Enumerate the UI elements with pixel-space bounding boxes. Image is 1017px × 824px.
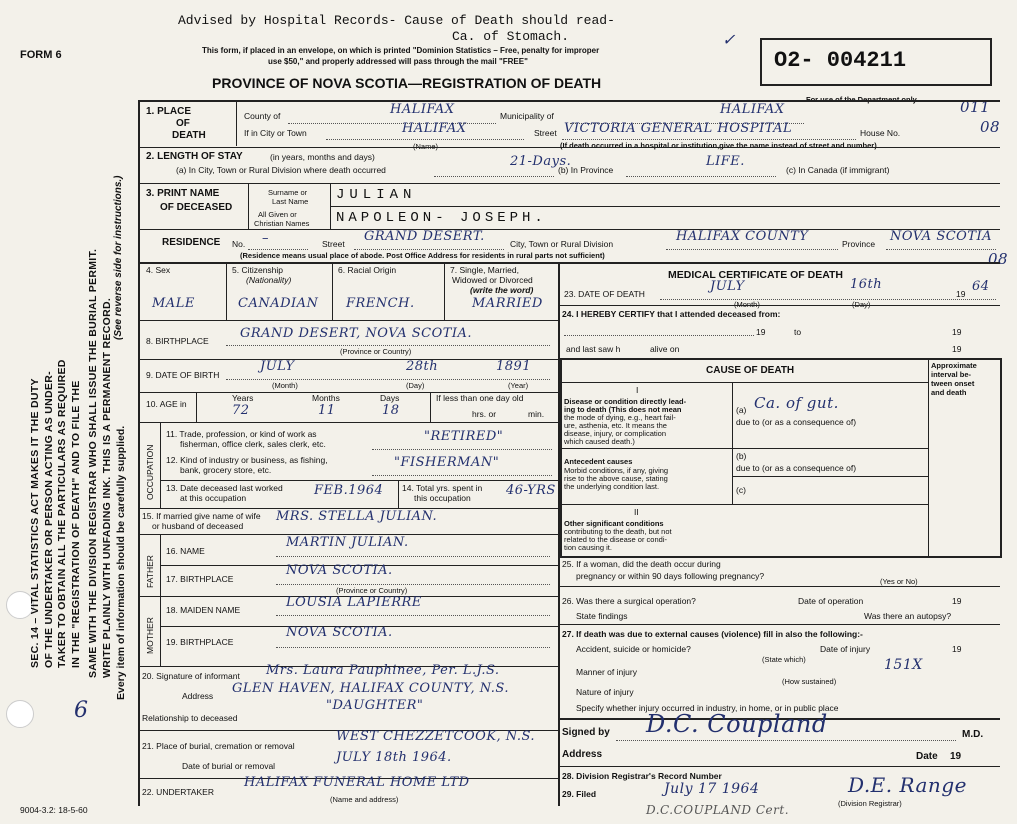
dob-month-value: JULY [260,359,295,374]
alive-on-label: alive on [650,344,680,354]
rule [326,139,524,140]
registrar-caption: (Division Registrar) [838,799,902,808]
signed-by-label: Signed by [562,727,610,738]
form-code: 9004-3.2: 18-5-60 [20,805,88,815]
age-months-label: Months [312,393,340,403]
occupation-12-label: bank, grocery store, etc. [180,465,272,475]
rule [354,249,504,250]
street-label: Street [534,128,557,138]
coupland-stamp: D.C.COUPLAND Cert. [646,803,790,817]
county-label: County of [244,111,281,121]
occupation-11-label: 11. Trade, profession, or kind of work as [166,429,317,439]
relationship-value: "DAUGHTER" [326,698,424,713]
specify-label: Specify whether injury occurred in industry, in home, or in public place [576,703,839,713]
day-caption: (Day) [406,381,425,390]
mother-birthplace-label: 19. BIRTHPLACE [166,637,234,647]
md-label: M.D. [962,729,984,740]
spouse-label: 15. If married give name of wife [142,511,261,521]
informant-address-value: GLEN HAVEN, HALIFAX COUNTY, N.S. [232,681,509,696]
rule [372,475,552,476]
stay-b-label: (b) In Province [558,165,614,175]
occupation-14-value: 46-YRS [506,483,556,498]
city-value: HALIFAX [402,121,467,136]
instruction-line: SEC. 14 – VITAL STATISTICS ACT MAKES IT THE DUTY [29,378,41,668]
residence-note: (Residence means usual place of abode. Post Office Address for residents in rural parts not sufficient) [240,251,605,260]
age-label: 10. AGE in [146,399,187,409]
occupation-12-value: "FISHERMAN" [394,455,500,470]
given-names-value: NAPOLEON- JOSEPH. [336,210,547,226]
cause-b-label: (b) [736,451,747,461]
citizenship-value: CANADIAN [238,296,319,311]
age-days-label: Days [380,393,400,403]
undertaker-caption: (Name and address) [330,795,399,804]
father-birthplace-value: NOVA SCOTIA. [286,563,393,578]
margin-mark: 6 [74,698,89,723]
undertaker-label: 22. UNDERTAKER [142,787,214,797]
rule [660,299,996,300]
divider [732,382,733,504]
marital-label: Widowed or Divorced [452,275,533,285]
given-names-label: Christian Names [254,219,310,228]
divider [226,262,227,320]
divider [430,392,431,422]
other-conditions-label: tion causing it. [564,543,612,552]
residence-division-value: HALIFAX COUNTY [676,229,809,244]
house-no-label: House No. [860,128,901,138]
disease-description: ing to death (This does not mean [564,405,682,414]
instruction-line: OF THE UNDERTAKER OR PERSON ACTING AS UNDER- [42,371,55,668]
relationship-label: Relationship to deceased [142,713,238,723]
century-label: 19 [952,344,962,354]
citizenship-label: (Nationality) [246,275,292,285]
divider [332,262,333,320]
to-label: to [794,327,802,337]
informant-signature-label: 20. Signature of informant [142,671,240,681]
father-name-value: MARTIN JULIAN. [286,535,409,550]
interval-label: interval be- [931,370,972,379]
occupation-side-label: OCCUPATION [145,444,155,500]
divider [138,147,1000,148]
mother-birthplace-value: NOVA SCOTIA. [286,625,393,640]
rule [886,249,996,250]
rule [276,615,550,616]
last-saw-label: and last saw h [566,344,621,354]
residence-no-label: No. [232,239,246,249]
other-conditions-label: related to the disease or condi- [564,535,667,544]
date-of-death-label: 23. DATE OF DEATH [564,289,645,299]
rule [562,139,856,140]
birthplace-caption: (Province or Country) [340,347,412,356]
rule [248,249,308,250]
death-month-value: JULY [710,279,745,294]
occupation-14-label: 14. Total yrs. spent in [402,483,483,493]
burial-date-value: JULY 18th 1964. [336,750,452,765]
surname-label: Last Name [272,197,309,206]
dob-year-value: 1891 [496,359,532,374]
envelope-note-2: use $50," and properly addressed will pass through the mail "FREE" [268,57,528,66]
month-caption: (Month) [272,381,298,390]
q26-label: 26. Was there a surgical operation? [562,596,696,606]
marital-label: (write the word) [470,285,534,295]
marital-value: MARRIED [472,296,543,311]
divider [160,480,558,481]
other-conditions-label: contributing to the death, but not [564,527,672,536]
q25-label: pregnancy or within 90 days following pregnancy? [576,571,765,581]
divider [560,448,928,449]
dob-day-value: 28th [406,359,439,374]
antecedent-label: rise to the above cause, stating [564,474,668,483]
disease-description: Disease or condition directly lead- [564,397,687,406]
registrar-signature: D.E. Range [848,773,967,797]
certify-label: 24. I HEREBY CERTIFY that I attended deceased from: [562,309,781,319]
stay-a-label: (a) In City, Town or Rural Division where death occurred [176,165,386,175]
birthplace-label: 8. BIRTHPLACE [146,336,209,346]
century-label: 19 [756,327,766,337]
rule [666,249,838,250]
sex-label: 4. Sex [146,265,171,275]
rule [626,176,776,177]
name-caption: (Name) [413,142,439,151]
interval-label: tween onset [931,379,975,388]
interval-label: Approximate [931,361,977,370]
length-of-stay-label: 2. LENGTH OF STAY [146,151,243,162]
instruction-line: SAME WITH THE DIVISION REGISTRAR WHO SHALL ISSUE THE BURIAL PERMIT. [87,248,99,678]
undertaker-value: HALIFAX FUNERAL HOME LTD [244,775,470,790]
vital-statistics-instructions [30,359,81,668]
manner-label: Manner of injury [576,667,637,677]
century-label: 19 [952,327,962,337]
cause-c-label: (c) [736,485,746,495]
antecedent-label: the underlying condition last. [564,482,660,491]
century-label: 19 [952,644,962,654]
state-which-caption: (State which) [762,655,806,664]
certificate-date-label: Date [916,751,938,762]
interval-label: and death [931,388,967,397]
age-years-label: Years [232,393,254,403]
mother-maiden-name-label: 18. MAIDEN NAME [166,605,241,615]
informant-address-label: Address [182,691,214,701]
part-one-label: I [636,385,639,395]
divider [558,624,1000,625]
month-caption: (Month) [734,300,760,309]
cause-of-death-title: CAUSE OF DEATH [706,365,795,376]
stay-b-value: LIFE. [706,154,745,169]
print-name-label: OF DECEASED [160,202,233,213]
hrs-label: hrs. or [472,409,497,419]
occupation-11-value: "RETIRED" [424,429,504,444]
state-findings-label: State findings [576,611,628,621]
divider [444,262,445,320]
manner-value: 151X [884,657,923,673]
record-number-label: 28. Division Registrar's Record Number [562,771,722,781]
age-days-value: 18 [382,403,400,418]
occupation-13-value: FEB.1964 [314,483,384,498]
rule [372,449,552,450]
disease-description: the mode of dying, e.g., heart fail- [564,413,676,422]
frame-left [138,100,140,806]
informant-signature-value: Mrs. Laura Pauphinee, Per. L.J.S. [266,663,500,678]
occupation-12-label: 12. Kind of industry or business, as fishing, [166,455,328,465]
occupation-14-label: this occupation [414,493,471,503]
surname-label: Surname or [268,188,308,197]
occupation-13-label: at this occupation [180,493,247,503]
nature-label: Nature of injury [576,687,634,697]
date-of-injury-label: Date of injury [820,644,871,654]
residence-province-value: NOVA SCOTIA [890,229,993,244]
frame-top [138,100,1000,102]
province-caption: (Province or Country) [336,586,408,595]
occupation-11-label: fisherman, office clerk, sales clerk, etc. [180,439,326,449]
mother-maiden-name-value: LOUSIA LAPIERRE [286,595,422,610]
hospital-note: (If death occurred in a hospital or institution,give the name instead of street and number) [560,141,877,150]
vital-statistics-instructions-2 [88,249,112,678]
rule [616,740,956,741]
rule [434,176,554,177]
sex-value: MALE [152,296,195,311]
due-to-label: due to (or as a consequence of) [736,417,857,427]
rule [276,584,550,585]
residence-no-value: – [262,231,269,246]
divider [732,476,928,477]
divider [160,422,161,508]
carefully-supplied-note: Every item of information should be carefully supplied. [115,425,127,700]
min-label: min. [528,409,545,419]
rule [564,335,754,336]
father-birthplace-label: 17. BIRTHPLACE [166,574,234,584]
yes-no-caption: (Yes or No) [880,577,918,586]
filed-date-value: July 17 1964 [664,781,760,797]
stay-a-value: 21-Days. [510,154,572,169]
father-name-label: 16. NAME [166,546,205,556]
divider [330,206,1000,207]
margin-code-1: 011 [960,98,991,116]
divider [138,183,1000,184]
other-conditions-label: Other significant conditions [564,519,664,528]
length-of-stay-sub: (in years, months and days) [270,152,375,162]
century-label: 19 [956,289,966,299]
form-title: PROVINCE OF NOVA SCOTIA—REGISTRATION OF DEATH [212,75,602,91]
department-use-label: For use of the Department only [806,95,917,104]
spouse-label: or husband of deceased [152,521,244,531]
birthplace-value: GRAND DESERT, NOVA SCOTIA. [240,326,473,341]
occupation-13-label: 13. Date deceased last worked [166,483,283,493]
residence-division-label: City, Town or Rural Division [510,239,614,249]
divider [560,382,928,383]
day-caption: (Day) [852,300,871,309]
residence-street-label: Street [322,239,345,249]
reverse-side-note: (See reverse side for instructions.) [113,175,124,340]
registration-number: O2- 004211 [774,48,907,73]
envelope-note-1: This form, if placed in an envelope, on which is printed "Dominion Statistics – Free, penalty for improper [202,46,600,55]
divider [196,392,197,422]
street-value: VICTORIA GENERAL HOSPITAL [564,121,793,136]
operation-date-label: Date of operation [798,596,864,606]
date-of-birth-label: 9. DATE OF BIRTH [146,370,220,380]
death-year-value: 64 [972,279,990,294]
divider [558,305,1000,306]
place-label: DEATH [172,130,206,141]
check-mark-icon: ✓ [722,30,736,49]
divider [160,534,161,666]
century-label: 19 [952,596,962,606]
antecedent-label: Antecedent causes [564,457,633,466]
place-label: 1. PLACE [146,106,192,117]
citizenship-label: 5. Citizenship [232,265,284,275]
municipality-label: Municipality of [500,111,554,121]
place-label: OF [176,118,190,129]
part-two-label: II [634,507,639,517]
marital-label: 7. Single, Married, [450,265,519,275]
mother-side-label: MOTHER [145,617,155,654]
divider [560,504,928,505]
residence-label: RESIDENCE [162,237,221,248]
physician-address-label: Address [562,749,603,760]
print-name-label: 3. PRINT NAME [146,188,220,199]
divider [928,358,929,556]
racial-origin-label: 6. Racial Origin [338,265,397,275]
municipality-value: HALIFAX [720,102,785,117]
divider [138,229,1000,230]
county-value: HALIFAX [390,102,455,117]
residence-province-label: Province [842,239,876,249]
burial-place-label: 21. Place of burial, cremation or removal [142,741,295,751]
rule [226,345,550,346]
medical-certificate-title: MEDICAL CERTIFICATE OF DEATH [668,269,843,281]
q25-label: 25. If a woman, did the death occur during [562,559,721,569]
antecedent-label: Morbid conditions, if any, giving [564,466,669,475]
century-label: 19 [950,751,962,762]
due-to-label: due to (or as a consequence of) [736,463,857,473]
age-years-value: 72 [232,403,250,418]
stay-c-label: (c) In Canada (if immigrant) [786,165,890,175]
disease-description: ure, asthenia, etc. It means the [564,421,667,430]
burial-place-value: WEST CHEZZETCOOK, N.S. [336,729,536,744]
residence-street-value: GRAND DESERT. [364,229,485,244]
margin-code-3: 08 [988,250,1009,268]
instruction-line: WRITE PLAINLY WITH UNFADING INK. THIS IS A PERMANENT RECORD. [100,297,113,678]
city-label: If in City or Town [244,128,307,138]
rule [226,379,550,380]
typed-note-1: Advised by Hospital Records- Cause of Death should read- [178,13,615,28]
divider [138,422,558,423]
rule [276,556,550,557]
punch-hole [6,700,34,728]
q27-label: 27. If death was due to external causes (violence) fill in also the following:- [562,629,863,639]
cause-a-label: (a) [736,405,747,415]
cause-a-value: Ca. of gut. [754,394,839,412]
less-than-one-day-label: If less than one day old [436,393,524,403]
burial-date-label: Date of burial or removal [182,761,276,771]
divider [248,183,249,229]
disease-description: disease, injury, or complication [564,429,666,438]
age-months-value: 11 [318,403,336,418]
instruction-line: TAKER TO OBTAIN ALL THE PARTICULARS AS REQUIRED [56,359,68,668]
divider [558,766,1000,767]
divider [558,586,1000,587]
death-day-value: 16th [850,277,883,292]
filed-label: 29. Filed [562,789,597,799]
racial-origin-value: FRENCH. [346,296,415,311]
rule [276,647,550,648]
given-names-label: All Given or [258,210,297,219]
disease-description: which caused death.) [564,437,635,446]
instruction-line: IN THE "REGISTRATION OF DEATH" AND TO FILE THE [69,380,82,668]
divider [138,359,558,360]
physician-signature: D.C. Coupland [646,710,828,738]
divider [236,100,237,146]
form-number: FORM 6 [20,49,62,61]
how-sustained-caption: (How sustained) [782,677,837,686]
divider [138,320,558,321]
accident-label: Accident, suicide or homicide? [576,644,691,654]
divider [138,262,1000,264]
margin-code-2: 08 [980,118,1001,136]
father-side-label: FATHER [145,555,155,588]
typed-note-2: Ca. of Stomach. [452,29,570,44]
divider [398,480,399,508]
autopsy-label: Was there an autopsy? [864,611,952,621]
surname-value: JULIAN [336,187,417,203]
year-caption: (Year) [508,381,529,390]
spouse-value: MRS. STELLA JULIAN. [276,509,438,524]
